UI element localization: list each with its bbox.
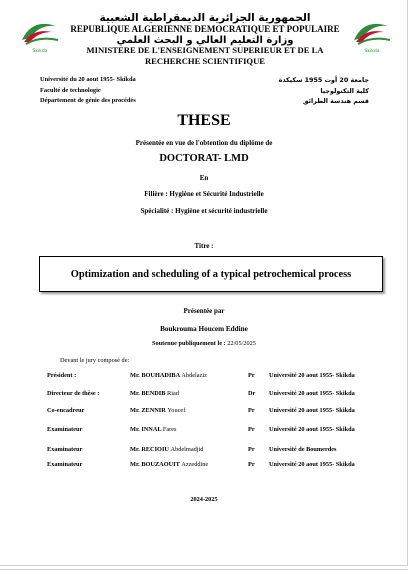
presented-for: Présentée en vue de l'obtention du diplôme de (135, 139, 273, 147)
jury-member-name (130, 390, 179, 397)
jury-institution: Université 20 aout 1955- Skikda (269, 372, 355, 379)
jury-institution: Université 20 aout 1955- Skikda (269, 426, 355, 433)
jury-first-name: Riad (167, 390, 179, 397)
jury-member-name (130, 407, 185, 414)
thesis-title: Optimization and scheduling of a typical petrochemical process (70, 268, 352, 280)
jury-role: Co-encadreur (47, 407, 85, 414)
institution-block-right (279, 75, 369, 107)
jury-last-name: RECIOIU (141, 446, 169, 453)
filiere: Filière : Hygiène et Sécurité Industrielle (144, 190, 264, 198)
jury-role: Examinateur (47, 426, 83, 433)
department-name-arabic: قسم هندسة الطرائق (302, 97, 369, 105)
thesis-title-box (39, 256, 383, 292)
institution-block-left (40, 75, 136, 107)
jury-honorific: Mr. (130, 372, 140, 379)
jury-row (0, 390, 408, 402)
jury-member-name (130, 461, 208, 468)
degree-name: DOCTORAT- LMD (159, 153, 249, 164)
defense-date-value: 22/05/2025 (227, 340, 256, 347)
jury-intro: Devant le jury composé de: (60, 357, 130, 364)
university-logo-left (18, 16, 62, 56)
jury-rank: Pr (248, 407, 255, 414)
jury-row (0, 372, 408, 384)
title-label: Titre : (194, 242, 214, 250)
arabic-ministry-name: وزارة التعليم العالي و البحث العلمي (116, 35, 294, 46)
jury-institution: Université 20 aout 1955- Skikda (269, 407, 355, 414)
university-name: Université du 20 aout 1955- Skikda (40, 76, 136, 83)
author-name: Boukrouma Houcem Eddine (160, 325, 248, 333)
jury-last-name: ZENNIR (141, 407, 166, 414)
jury-rank: Pr (248, 461, 255, 468)
jury-member-name (130, 426, 176, 433)
jury-member-name (130, 446, 203, 453)
university-logo-right (350, 16, 394, 56)
academic-year: 2024-2025 (190, 496, 218, 503)
logo-caption: Skikda (364, 49, 380, 54)
defense-date-label: Soutenue publiquement le : (152, 340, 228, 347)
french-ministry-line2: RECHERCHE SCIENTIFIQUE (144, 56, 266, 66)
french-republic-name: REPUBLIQUE ALGERIENNE DEMOCRATIQUE ET POPULAIRE (70, 24, 340, 34)
jury-row (0, 407, 408, 419)
faculty-name: Faculté de technologie (40, 86, 101, 94)
jury-row (0, 446, 408, 458)
jury-institution: Université 20 aout 1955- Skikda (269, 461, 355, 468)
jury-last-name: BOUHADIBA (141, 372, 180, 379)
jury-rank: Pr (248, 426, 255, 433)
jury-first-name: Azzeddine (181, 461, 209, 468)
jury-role: Examinateur (47, 461, 83, 468)
arabic-republic-name: الجمهورية الجزائرية الديمقراطية الشعبية (99, 12, 311, 24)
jury-row (0, 426, 408, 438)
jury-institution: Université 20 aout 1955- Skikda (269, 390, 355, 397)
jury-rank: Dr (248, 390, 256, 397)
department-name: Département de génie des procédés (40, 97, 136, 104)
jury-last-name: BOUZAOUIT (141, 461, 180, 468)
jury-honorific: Mr. (130, 426, 140, 433)
jury-role: Président : (47, 372, 77, 379)
jury-honorific: Mr. (130, 461, 140, 468)
jury-row (0, 461, 408, 473)
logo-caption: Skikda (32, 49, 48, 54)
french-ministry-line1: MINISTERE DE L'ENSEIGNEMENT SUPERIEUR ET DE LA (86, 45, 324, 55)
jury-honorific: Mr. (130, 390, 140, 397)
jury-honorific: Mr. (130, 446, 140, 453)
jury-first-name: Youcef (167, 407, 186, 414)
faculty-name-arabic: كلية التكنولوجيا (320, 86, 369, 95)
jury-institution: Université de Boumerdes (269, 446, 337, 453)
jury-role: Directeur de thèse : (47, 390, 100, 397)
jury-first-name: Fares (162, 426, 177, 433)
jury-role: Examinateur (47, 446, 83, 453)
jury-rank: Pr (248, 446, 255, 453)
jury-honorific: Mr. (130, 407, 140, 414)
jury-first-name: Abdelmadjid (170, 446, 204, 453)
university-name-arabic: جامعة 20 أوت 1955 سكيكدة (278, 76, 369, 84)
thesis-heading: THESE (177, 112, 231, 129)
jury-rank: Pr (248, 372, 255, 379)
specialite: Spécialité : Hygiène et sécurité industrielle (140, 207, 268, 215)
en-label: En (199, 174, 209, 182)
jury-first-name: Abdelaziz (181, 372, 207, 379)
defense-date (0, 340, 408, 347)
jury-last-name: INNAL (141, 426, 162, 433)
presented-by: Présentée par (183, 307, 225, 315)
jury-last-name: BENDIB (141, 390, 166, 397)
jury-member-name (130, 372, 207, 379)
